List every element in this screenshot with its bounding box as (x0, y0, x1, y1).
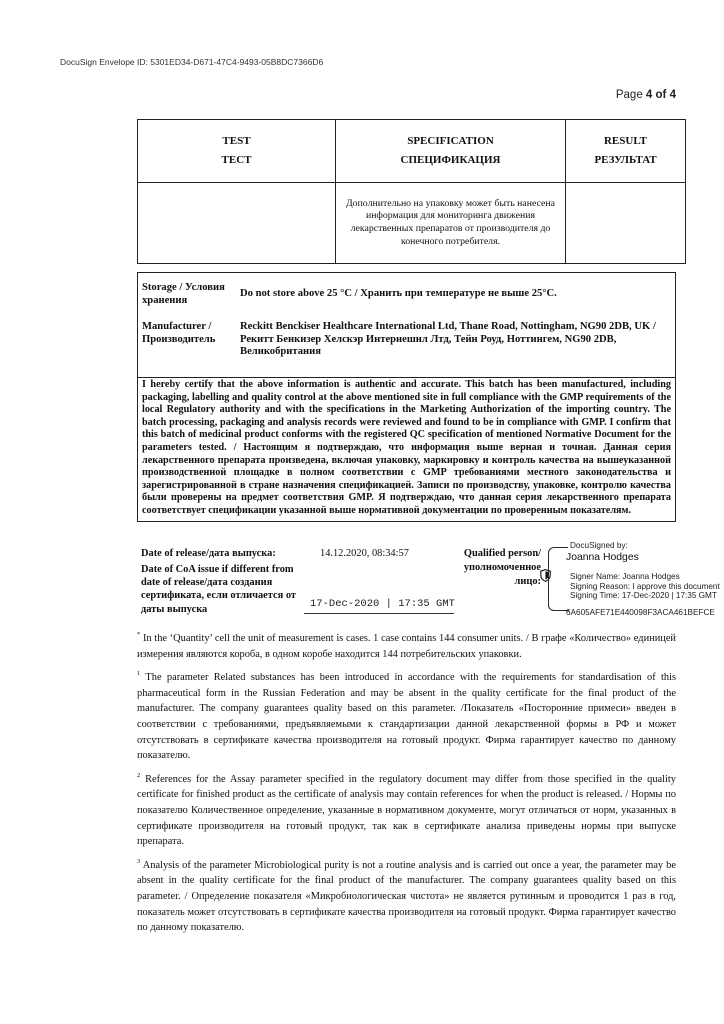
page-of: of (655, 89, 667, 101)
storage-label: Storage / Условия хранения (142, 282, 225, 306)
header-spec-ru: СПЕЦИФИКАЦИЯ (400, 154, 501, 166)
page-prefix: Page (615, 89, 643, 101)
header-test-ru: ТЕСТ (221, 154, 252, 166)
footnote (137, 631, 676, 662)
footnote-text: Analysis of the parameter Microbiological purity is not a routine analysis and is carried out once a year, the parameter may be absent in the quality certificate for the final product of the manufacturer. The company guarantees quality based on this parameter. / Определение показателя «Микробиологическая чистота» не является рутинным и проводится 1 раз в год, показатель может отсутствовать в сертификате качества производителя на готовый продукт. Фирма гарантирует качество по данному показателю. (137, 859, 676, 934)
release-date-label: Date of release/дата выпуска: (141, 548, 276, 559)
footnotes (137, 631, 676, 944)
signing-reason: Signing Reason: I approve this document (570, 581, 720, 591)
certification-text: I hereby certify that the above information is authentic and accurate. This batch has been manufactured, including packaging, labelling and quality control at the above mentioned site in full compliance with the GMP requirements of the local Regulatory authority and with the specifications in the Marketing Authorization of the importing country. The batch processing, packaging and analysis records were reviewed and found to be in compliance with GMP. I confirm that this batch of medicinal product conforms with the registered QC specification of mentioned Normative Document for the parameters tested. / Настоящим я подтверждаю, что информация выше верная и точная. Данная серия лекарственного препарата произведена, включая упаковку, маркировку и контроль качества на вышеуказанной производственной площадке в полном соответствии с GMP требованиями местного законодательства и зарегистрированной в стране назначения спецификацией. Записи по производству, упаковке, контролю качества были проверены на предмет соответствия GMP. Я подтверждаю, что данная серия лекарственного препарата соответствует спецификации указанной выше нормативной документации по проверенным показателям. (138, 377, 675, 521)
header-spec (336, 120, 566, 183)
signer-name: Signer Name: Joanna Hodges (570, 572, 680, 581)
manufacturer-row (138, 317, 675, 377)
table-header-row (138, 120, 686, 183)
header-spec-en: SPECIFICATION (407, 135, 494, 147)
cell-spec (336, 183, 566, 264)
footnote (137, 858, 676, 936)
storage-value: Do not store above 25 °C / Хранить при температуре не выше 25°C. (240, 288, 557, 299)
qualified-person-label: Qualified person/ уполномоченное лицо: (463, 548, 541, 587)
manufacturer-ru: Рекитт Бенкизер Хелскэр Интернешнл Лтд, Тейн Роуд, Ноттингем, NG90 2DB, Великобритания (240, 333, 617, 358)
release-date-value: 14.12.2020, 08:34:57 (320, 548, 409, 559)
footnote-text: The parameter Related substances has been introduced in accordance with the requirements for standardisation of this pharmaceutical form in the Russian Federation and may be absent in the quality certificate for the final product of the manufacturer. The company guarantees quality based on this parameter. /Показатель «Посторонние примеси» введен в соответствии с требованиями, предъявляемыми к стандартизации данной лекарственной формы в РФ и может отсутствовать в сертификате качества производителя на готовый продукт. Фирма гарантирует качество по данному показателю. (137, 672, 677, 762)
spec-text: Дополнительно на упаковку может быть нанесена информация для мониторинга движения лекарственных препаратов от производителя до конечного потребителя. (345, 197, 555, 247)
page-total: 4 (669, 89, 676, 101)
coa-date-underline (304, 613, 454, 614)
manufacturer-en: Reckitt Benckiser Healthcare International Ltd, Thane Road, Nottingham, NG90 2DB, UK / (240, 321, 656, 332)
footnote (137, 670, 676, 764)
signature-name: Joanna Hodges (566, 552, 639, 563)
header-result-ru: РЕЗУЛЬТАТ (594, 154, 657, 166)
header-test (138, 120, 336, 183)
footnote-mark: * (137, 631, 141, 638)
signing-time: Signing Time: 17-Dec-2020 | 17:35 GMT (570, 591, 717, 601)
docusign-signature-block (548, 539, 724, 617)
docusigned-by-label: DocuSigned by: (570, 541, 628, 550)
product-info-box (137, 272, 676, 522)
footnote-text: References for the Assay parameter specified in the regulatory document may differ from those specified in the quality certificate for finished product as the certificate of analysis may contain references for when the product is released. / Нормы по показателю Количественное определение, указанные в нормативном документе, могут отличаться от норм, указанных в сертификате производителя на готовый продукт, так как в сертификате анализа приведены нормы при выпуске препарата. (137, 773, 676, 848)
coa-date-label: Date of CoA issue if different from date of release/дата создания сертификата, если отличается от даты выпуска (141, 564, 297, 615)
header-result-en: RESULT (603, 135, 647, 147)
storage-row (138, 273, 675, 317)
footnote-mark: 1 (137, 670, 141, 678)
signature-hash: 6A605AFE71E440098F3ACA461BEFCE (566, 608, 715, 617)
coa-date-value: 17-Dec-2020 | 17:35 GMT (310, 598, 455, 610)
cell-result (566, 183, 686, 264)
manufacturer-label: Manufacturer / Производитель (142, 321, 216, 345)
table-row (138, 183, 686, 264)
cell-test (138, 183, 336, 264)
envelope-id: DocuSign Envelope ID: 5301ED34-D671-47C4-9493-05B8DC7366D6 (60, 57, 324, 67)
signature-meta (570, 572, 720, 601)
footnote-mark: 3 (137, 857, 141, 865)
page-number (616, 89, 676, 101)
footnote (137, 772, 676, 850)
footnote-mark: 2 (137, 771, 141, 779)
spec-table (137, 119, 686, 264)
manufacturer-value (240, 321, 671, 377)
header-test-en: TEST (222, 135, 251, 147)
page-current: 4 (645, 89, 653, 101)
footnote-text: In the ‘Quantity’ cell the unit of measurement is cases. 1 case contains 144 consumer units. / В графе «Количество» единицей измерения являются короба, в одном коробе находится 144 потребительских упаковки. (137, 633, 676, 660)
header-result (566, 120, 686, 183)
